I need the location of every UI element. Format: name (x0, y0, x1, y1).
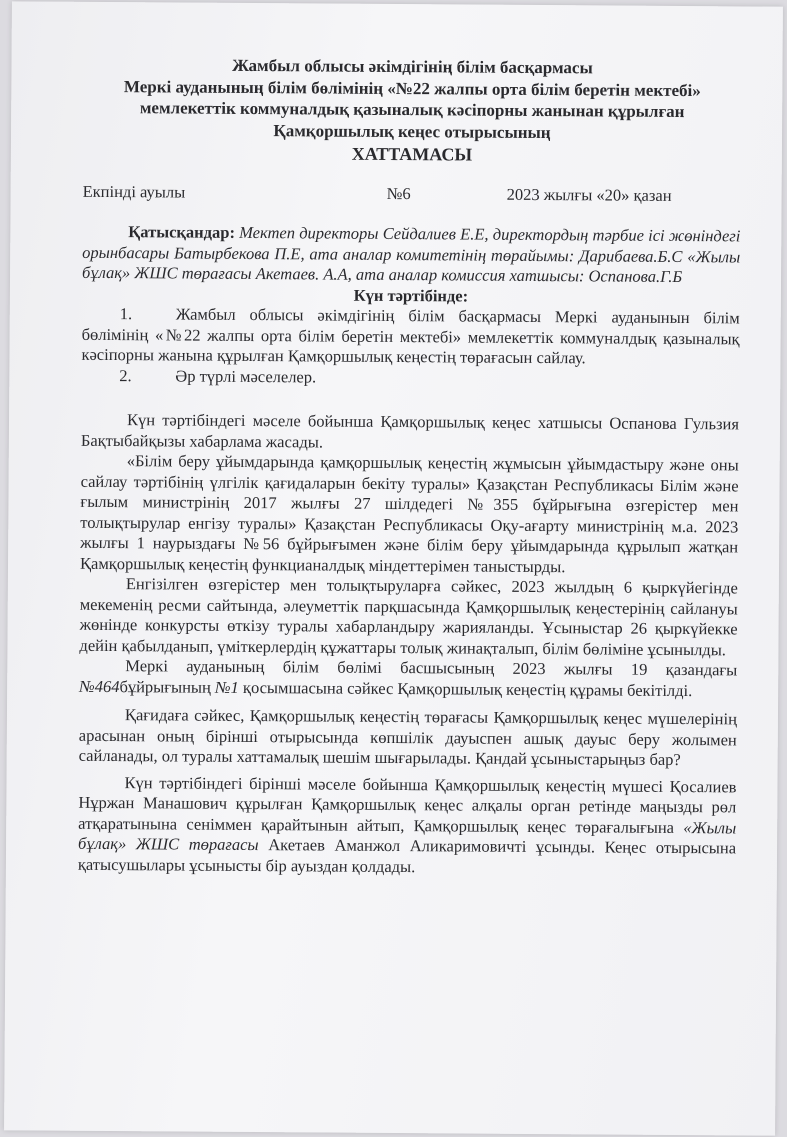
body-paragraph-1: Күн тәртібіндегі мәселе бойынша Қамқоршылық кеңес хатшысы Оспанова Гульзия Бақтыбайқызы хабарлама жасады. (80, 410, 740, 452)
participants-label: Қатысқандар: (128, 222, 236, 242)
body-paragraph-2: «Білім беру ұйымдарында қамқоршылық кеңестің жұмысын ұйымдастыру және оны сайлау тәртібінің үлгілік қағидаларын бекіту туралы» Қазақстан Республикасы Білім және ғылым министрінің 2017 жылғы 27 шілдедегі №355 бұйрығына өзгерістер мен толықтырулар енгізу туралы» Қазақстан Республикасы Оқу-ағарту министрінің м.а. 2023 жылғы 1 наурыздағы №56 бұйрығымен және білім беру ұйымдарында құрылып жатқан Қамқоршылық кеңестің функцианалдық міндеттерімен таныстырды. (79, 451, 739, 576)
header-line-2: Меркі ауданының білім бөлімінің «№22 жалпы орта білім беретін мектебі» (123, 76, 701, 100)
body-paragraph-4 (79, 656, 737, 702)
meta-line (83, 182, 741, 211)
agenda-item-number: 1. (119, 304, 133, 324)
proposal-org: «Жылы бұлақ» ЖШС төрағасы (78, 817, 737, 855)
header-line-4: Қамқоршылық кеңес отырысының (273, 120, 551, 142)
order-text-a: Меркі ауданының білім бөлімі басшысының 2023 жылғы 19 қазандағы (125, 656, 738, 680)
participants-text: Мектеп директоры Сейдалиев Е.Е, директордың тәрбие ісі жөніндегі орынбасары Батырбекова П.Е, ата аналар комитетінің төрайымы: Дарибаева.Б.С «Жылы бұлақ» ЖШС төрағасы Акетаев. А.А, ата аналар комиссия хатшысы: Оспанова.Г.Б (81, 222, 741, 287)
body-paragraph-6 (78, 772, 737, 879)
header-line-1: Жамбыл облысы әкімдігінің білім басқармасы (232, 55, 593, 78)
proposal-text-b: Акетаев Аманжол Аликаримовичті ұсынды. Кеңес отырысына қатысушылары ұсынысты бір ауыздан қолдады. (77, 835, 737, 876)
appendix-number: №1 (214, 677, 239, 697)
agenda-item-text: Әр түрлі мәселелер. (175, 365, 317, 386)
proposal-text-a: Күн тәртібіндегі бірінші мәселе бойынша Қамқоршылық кеңестің мүшесі Қосалиев Нұржан Манашович құрылған Қамқоршылық кеңес алқалы орган ретінде маңызды рөл атқаратынына сеніммен қарайтынын айтып, Қамқоршылық кеңес төрағалығына (78, 772, 737, 837)
document-content (78, 54, 742, 880)
document-title: ХАТТАМАСЫ (351, 143, 473, 165)
agenda-item-text: Жамбыл облысы әкімдігінің білім басқармасы Меркі ауданынын білім бөлімінің «№22 жалпы орта білім беретін мектебі» мемлекеттік коммуналдық қазыналық кәсіпорны жанына құрылған Қамқоршылық кеңестің төрағасын сайлау. (81, 304, 740, 368)
agenda-title: Күн тәртібінде: (353, 285, 469, 306)
meta-date: 2023 жылғы «20» қазан (506, 184, 672, 205)
participants-paragraph (82, 222, 740, 288)
document-page (4, 1, 783, 1135)
body-paragraph-3: Енгізілген өзгерістер мен толықтыруларға сәйкес, 2023 жылдың 6 қыркүйегінде мекеменің ресми сайтында, әлеуметтік парқшасында Қамқоршылық кеңестерінің сайлануы жөнінде конкурсты өткізу туралы хабарландыру жарияланды. Ұсыныстар 26 қыркүйекке дейін қабылданып, үміткерлердің құжаттары толық жинақталып, білім бөліміне ұсынылды. (79, 574, 738, 659)
order-text-c: қосымшасына сәйкес Қамқоршылық кеңестің құрамы бекітілді. (238, 677, 693, 700)
order-text-b: бұйрығының (119, 676, 216, 697)
body-paragraph-5: Қағидаға сәйкес, Қамқоршылық кеңестің төрағасы Қамқоршылық кеңес мүшелерінің арасынан оның бірінші отырысында көпшілік дауыспен ашық дауыс беру жолымен сайланады, ол туралы хаттамалық шешім шығарылады. Қандай ұсыныстарыңыз бар? (78, 705, 738, 770)
order-number: №464 (79, 676, 120, 696)
header-line-3: мемлекеттік коммуналдық қазыналық кәсіпорны жанынан құрылған (139, 98, 685, 122)
agenda-item (81, 365, 739, 390)
agenda-item-number: 2. (119, 365, 132, 385)
meta-number: №6 (386, 183, 411, 204)
agenda-item (81, 304, 739, 370)
meta-place: Екпінді ауылы (82, 181, 186, 202)
